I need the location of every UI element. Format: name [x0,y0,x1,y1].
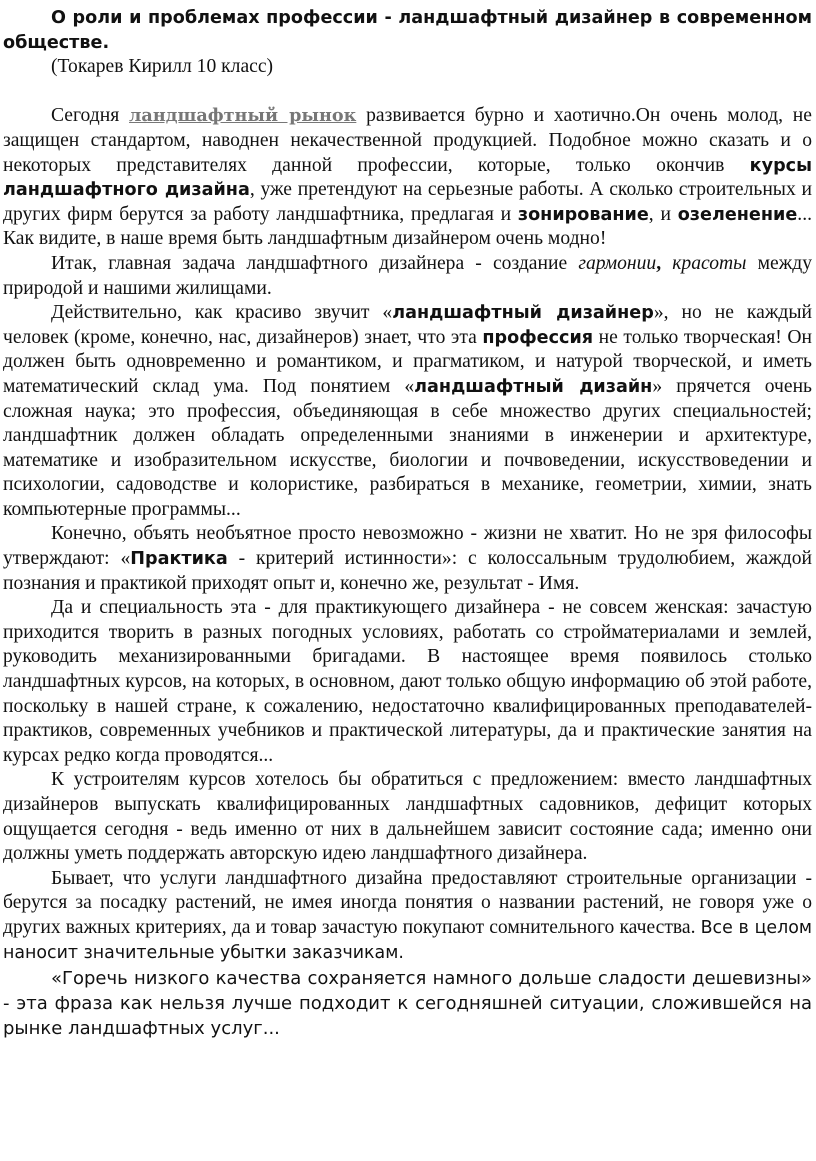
text: , [656,252,673,274]
text: Конечно, объять необъятное просто невозможно - жизни не хватит. Но не зря философы утверждают: « [3,523,812,570]
bold-text: Практика [130,549,228,570]
landscape-market-link[interactable]: ландшафтный рынок [129,105,357,127]
closing-quote-paragraph: «Горечь низкого качества сохраняется намного дольше сладости дешевизны» - эта фраза как нельзя лучше подходит к сегодняшней ситуации, сложившейся на рынке ландшафтных услуг... [3,968,812,1040]
paragraph-7 [3,867,812,965]
text: » прячется очень сложная наука; это профессия, объединяющая в себе множество других специальностей; ландшафтник должен обладать определенными знаниями в инженерии и архитектуре, математике и изобразительном искусстве, биологии и почвоведении, искусствоведении и психологии, садоводстве и колористике, разбираться в механике, геометрии, химии, знать компьютерные программы... [3,375,812,520]
author-line: (Токарев Кирилл 10 класс) [51,56,274,78]
document-title: О роли и проблемах профессии - ландшафтный дизайнер в современном обществе. [3,8,812,53]
text: Бывает, что услуги ландшафтного дизайна предоставляют строительные организации - берутся за посадку растений, не имея иногда понятия о названии растений, не говоря уже о других важных критериях, да и товар зачастую покупают сомнительного качества. [3,867,812,938]
bold-text: профессия [482,327,594,348]
text: развивается бурно и хаотично.Он очень молод, не защищен стандартом, наводнен некачественной продукцией. Подобное можно сказать и о некоторых представителях данной профессии, которые, только окончив [3,105,812,176]
text: , и [648,203,678,225]
text: не только творческая! Он должен быть одновременно и романтиком, и прагматиком, и натурой творческой, и иметь математический склад ума. Под понятием « [3,326,812,397]
italic-text: красоты [672,252,747,274]
text: между природой и нашими жилищами. [3,252,812,299]
paragraph-6: К устроителям курсов хотелось бы обратиться с предложением: вместо ландшафтных дизайнеров выпускать квалифицированных ландшафтных садовников, дефицит которых ощущается сегодня - ведь именно от них в дальнейшем зависит состояние сада; именно они должны уметь поддержать авторскую идею ландшафтного дизайнера. [3,769,812,865]
text: - критерий истинности»: с колоссальным трудолюбием, жаждой познания и практикой приходят опыт и, конечно же, результат - Имя. [3,548,812,594]
text: , уже претендуют на серьезные работы. А сколько строительных и других фирм берутся за работу ландшафтника, предлагая и [3,179,812,225]
paragraph-3 [3,301,812,522]
paragraph-4 [3,522,812,596]
paragraph-5: Да и специальность эта - для практикующего дизайнера - не совсем женская: зачастую приходится творить в разных погодных условиях, работать со стройматериалами и землей, руководить механизированными бригадами. В настоящее время появилось столько ландшафтных курсов, на которых, в основном, дают только общую информацию об этой работе, поскольку в нашей стране, к сожалению, недостаточно квалифицированных преподавателей-практиков, современных учебников и практической литературы, да и практические занятия на курсах редко когда проводятся... [3,597,812,766]
text: Действительно, как красиво звучит « [51,302,393,324]
bold-text: ландшафтный дизайнер [392,303,654,324]
paragraph-2 [3,252,812,301]
text: Итак, главная задача ландшафтного дизайнера - создание [51,252,579,274]
text: Сегодня [51,105,130,127]
bold-text: ландшафтный дизайн [414,376,653,397]
bold-text: зонирование [517,204,649,225]
text: », но не каждый человек (кроме, конечно, нас, дизайнеров) знает, что эта [3,302,812,348]
bold-text: озеленение [677,204,798,225]
bold-text: курсы ландшафтного дизайна [3,155,812,201]
italic-text: гармонии [578,252,657,274]
sans-text: Все в целом наносит значительные убытки заказчикам. [3,917,812,963]
text: ... Как видите, в наше время быть ландшафтным дизайнером очень модно! [3,203,812,250]
paragraph-1 [3,104,812,252]
